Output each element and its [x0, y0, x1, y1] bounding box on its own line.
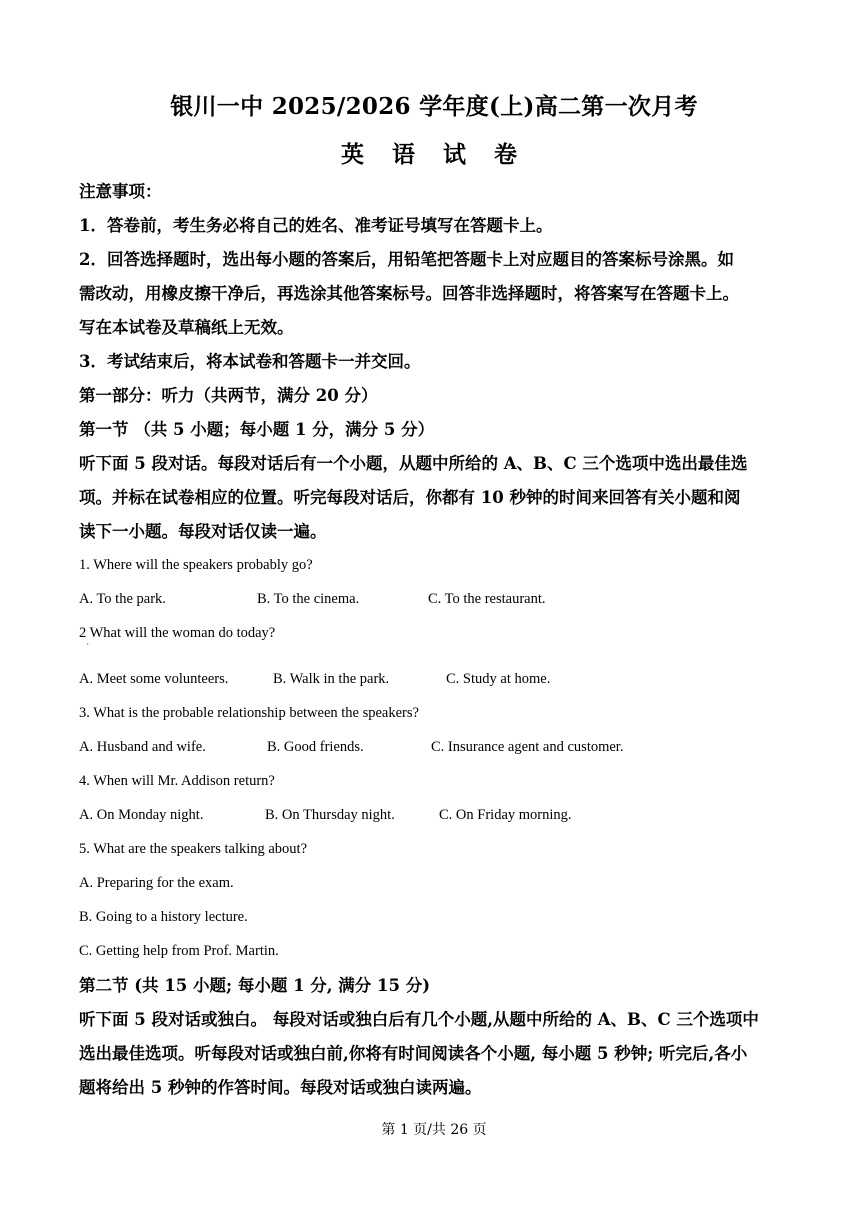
- option-b: B. On Thursday night.: [265, 807, 395, 823]
- question-2: 2 What will the woman do today?: [79, 625, 276, 641]
- section1-instruction-line-3: 读下一小题。每段对话仅读一遍。: [79, 522, 327, 541]
- section1-instruction-line-2: 项。并标在试卷相应的位置。听完每段对话后，你都有 10 秒钟的时间来回答有关小题和阅: [79, 488, 741, 507]
- notice-heading: 注意事项：: [79, 182, 162, 201]
- question-1-options: [79, 589, 794, 609]
- question-5-option-c: C. Getting help from Prof. Martin.: [79, 943, 279, 959]
- question-5-option-a: A. Preparing for the exam.: [79, 875, 234, 891]
- notice-item-3: 3．考试结束后，将本试卷和答题卡一并交回。: [79, 352, 421, 371]
- exam-subject-title: 英 语 试 卷: [340, 141, 528, 168]
- option-a: A. To the park.: [79, 591, 166, 607]
- stray-mark: ˋ: [86, 643, 90, 652]
- question-3: 3. What is the probable relationship between the speakers?: [79, 705, 419, 721]
- notice-item-2-line-2: 需改动，用橡皮擦干净后，再选涂其他答案标号。回答非选择题时，将答案写在答题卡上。: [79, 284, 739, 303]
- section2-instruction-line-1: 听下面 5 段对话或独白。 每段对话或独白后有几个小题,从题中所给的 A、B、C 三个选项中: [79, 1010, 759, 1029]
- option-b: B. Walk in the park.: [273, 671, 390, 687]
- option-b: B. Good friends.: [267, 739, 364, 755]
- notice-item-2-line-1: 2．回答选择题时，选出每小题的答案后，用铅笔把答题卡上对应题目的答案标号涂黑。如: [79, 250, 734, 269]
- section2-instruction-line-2: 选出最佳选项。听每段对话或独白前,你将有时间阅读各个小题, 每小题 5 秒钟; 听完后,各小: [79, 1044, 748, 1063]
- option-a: A. On Monday night.: [79, 807, 204, 823]
- question-4: 4. When will Mr. Addison return?: [79, 773, 275, 789]
- option-a: A. Meet some volunteers.: [79, 671, 229, 687]
- section2-heading: 第二节 (共 15 小题; 每小题 1 分, 满分 15 分): [79, 976, 431, 995]
- part1-heading: 第一部分：听力（共两节，满分 20 分）: [79, 386, 378, 405]
- notice-item-2-line-3: 写在本试卷及草稿纸上无效。: [79, 318, 294, 337]
- question-3-options: [79, 737, 794, 757]
- page-footer: 第 1 页/共 26 页: [381, 1122, 487, 1138]
- question-2-options: [79, 669, 794, 689]
- option-c: C. To the restaurant.: [428, 591, 546, 607]
- option-c: C. On Friday morning.: [439, 807, 572, 823]
- exam-title: 银川一中 2025/2026 学年度(上)高二第一次月考: [170, 93, 698, 120]
- section1-heading: 第一节 （共 5 小题；每小题 1 分，满分 5 分）: [79, 420, 435, 439]
- question-5-option-b: B. Going to a history lecture.: [79, 909, 248, 925]
- question-4-options: [79, 805, 794, 825]
- question-1: 1. Where will the speakers probably go?: [79, 557, 313, 573]
- section1-instruction-line-1: 听下面 5 段对话。每段对话后有一个小题，从题中所给的 A、B、C 三个选项中选出最佳选: [79, 454, 748, 473]
- option-c: C. Study at home.: [446, 671, 551, 687]
- section2-instruction-line-3: 题将给出 5 秒钟的作答时间。每段对话或独白读两遍。: [79, 1078, 482, 1097]
- option-b: B. To the cinema.: [257, 591, 360, 607]
- question-5: 5. What are the speakers talking about?: [79, 841, 308, 857]
- option-c: C. Insurance agent and customer.: [431, 739, 624, 755]
- notice-item-1: 1．答卷前，考生务必将自己的姓名、准考证号填写在答题卡上。: [79, 216, 553, 235]
- option-a: A. Husband and wife.: [79, 739, 206, 755]
